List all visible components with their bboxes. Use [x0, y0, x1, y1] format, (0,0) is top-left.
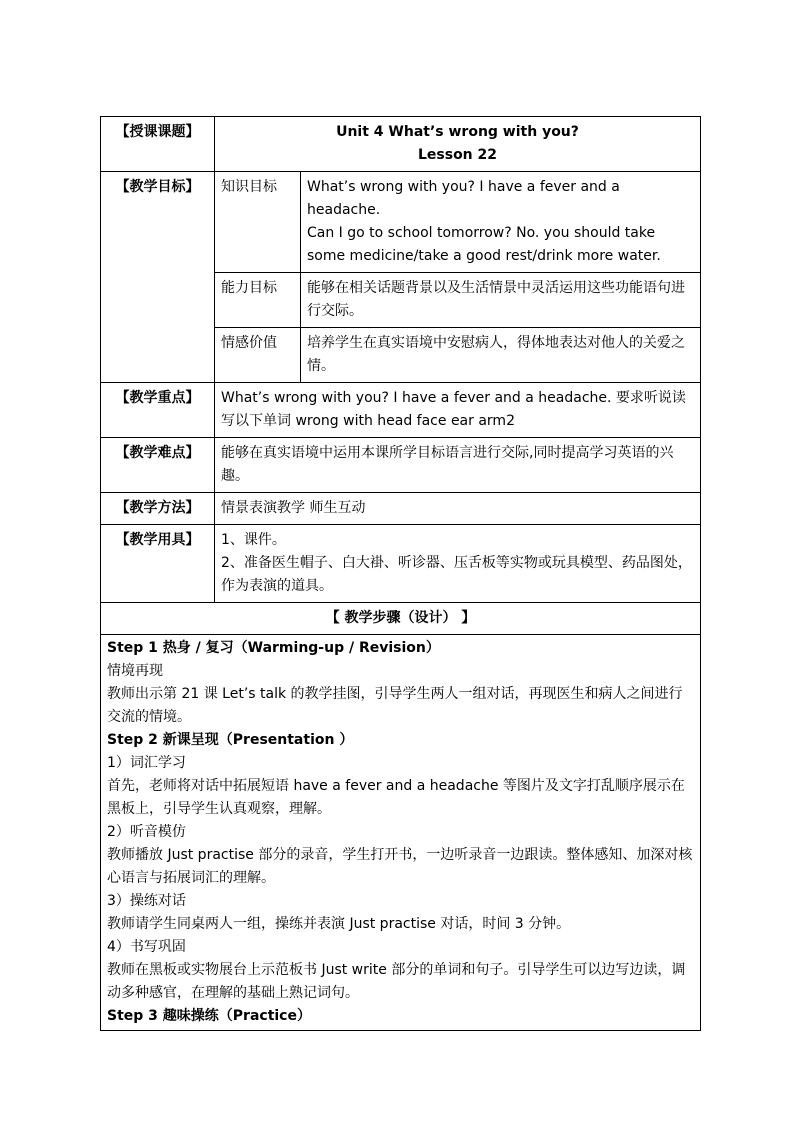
tools-item-1: 1、课件。: [221, 532, 286, 548]
topic-content: [215, 117, 701, 172]
objectives-content: [215, 172, 701, 383]
objective-type-knowledge: 知识目标: [215, 172, 301, 273]
key-points-label: 【教学重点】: [101, 383, 215, 438]
lesson-plan-sheet: [100, 116, 700, 1024]
objective-type-ability: 能力目标: [215, 273, 301, 328]
difficulties-row: [101, 438, 701, 493]
step-3-title: Step 3 趣味操练（Practice）: [107, 1008, 311, 1024]
step-1-title: Step 1 热身 / 复习（Warming-up / Revision）: [107, 640, 440, 656]
tools-label: 【教学用具】: [101, 525, 215, 603]
steps-content: [101, 635, 701, 1031]
step-2-2-text: 教师播放 Just practise 部分的录音，学生打开书，一边听录音一边跟读。整体感知、加深对核心语言与拓展词汇的理解。: [107, 847, 693, 886]
key-points-text: What’s wrong with you? I have a fever and a headache. 要求听说读写以下单词 wrong with head face ear arm2: [215, 383, 701, 438]
step-2-4-title: 4）书写巩固: [107, 939, 186, 955]
methods-text: 情景表演教学 师生互动: [215, 493, 701, 525]
tools-row: [101, 525, 701, 603]
steps-heading-row: [101, 603, 701, 635]
difficulties-label: 【教学难点】: [101, 438, 215, 493]
objectives-row: [101, 172, 701, 383]
topic-label: 【授课课题】: [101, 117, 215, 172]
difficulties-text: 能够在真实语境中运用本课所学目标语言进行交际,同时提高学习英语的兴趣。: [215, 438, 701, 493]
step-2-1-title: 1）词汇学习: [107, 755, 186, 771]
objective-ability-text: 能够在相关话题背景以及生活情景中灵活运用这些功能语句进行交际。: [301, 273, 701, 328]
step-2-1-text: 首先，老师将对话中拓展短语 have a fever and a headache 等图片及文字打乱顺序展示在黑板上，引导学生认真观察，理解。: [107, 778, 685, 817]
step-1-text: 教师出示第 21 课 Let’s talk 的教学挂图，引导学生两人一组对话，再现医生和病人之间进行交流的情境。: [107, 686, 683, 725]
objectives-label: 【教学目标】: [101, 172, 215, 383]
unit-title: Unit 4 What’s wrong with you?: [336, 124, 579, 140]
lesson-plan-table: [100, 116, 701, 1031]
topic-row: [101, 117, 701, 172]
lesson-title: Lesson 22: [417, 147, 498, 163]
step-2-3-text: 教师请学生同桌两人一组，操练并表演 Just practise 对话，时间 3 分钟。: [107, 916, 571, 932]
methods-label: 【教学方法】: [101, 493, 215, 525]
step-2-title: Step 2 新课呈现（Presentation ）: [107, 732, 354, 748]
objective-emotion-text: 培养学生在真实语境中安慰病人，得体地表达对他人的关爱之情。: [301, 328, 701, 383]
methods-row: [101, 493, 701, 525]
tools-content: [215, 525, 701, 603]
step-2-4-text: 教师在黑板或实物展台上示范板书 Just write 部分的单词和句子。引导学生可以边写边读，调动多种感官，在理解的基础上熟记词句。: [107, 962, 686, 1001]
step-1-subtitle: 情境再现: [107, 663, 163, 679]
steps-heading: 【 教学步骤（设计） 】: [101, 603, 701, 635]
tools-item-2: 2、准备医生帽子、白大褂、听诊器、压舌板等实物或玩具模型、药品图处，作为表演的道具。: [221, 555, 692, 594]
objective-type-emotion: 情感价值: [215, 328, 301, 383]
objective-knowledge-text: What’s wrong with you? I have a fever and a headache. Can I go to school tomorrow? No. you should take some medicine/take a good rest/drink more water.: [301, 172, 701, 273]
steps-row: [101, 635, 701, 1031]
step-2-3-title: 3）操练对话: [107, 893, 186, 909]
key-points-row: [101, 383, 701, 438]
step-2-2-title: 2）听音模仿: [107, 824, 186, 840]
